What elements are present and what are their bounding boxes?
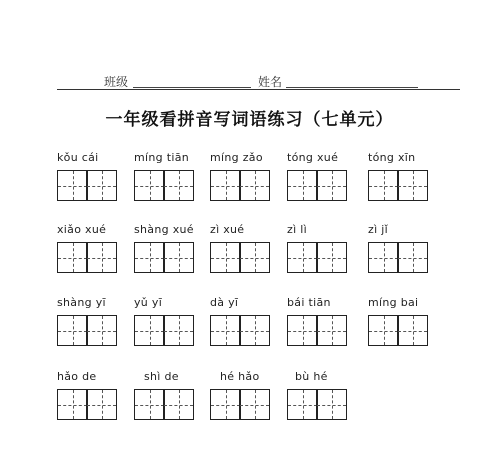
character-box[interactable] [210, 389, 241, 420]
pinyin-label: bù hé [295, 370, 328, 383]
pinyin-label: shàng xué [134, 223, 194, 236]
writing-grid [57, 170, 116, 201]
writing-grid [210, 389, 269, 420]
character-box[interactable] [316, 170, 347, 201]
pinyin-label: míng zǎo [210, 151, 263, 164]
writing-grid [134, 170, 193, 201]
character-box[interactable] [239, 315, 270, 346]
writing-grid [210, 242, 269, 273]
worksheet-title: 一年级看拼音写词语练习（七单元） [105, 110, 394, 130]
character-box[interactable] [163, 389, 194, 420]
student-info-header [40, 73, 460, 89]
writing-grid [57, 242, 116, 273]
writing-grid [134, 315, 193, 346]
character-box[interactable] [368, 170, 399, 201]
pinyin-label: shàng yī [57, 296, 106, 309]
character-box[interactable] [368, 242, 399, 273]
character-box[interactable] [57, 242, 88, 273]
pinyin-label: tóng xīn [368, 151, 416, 164]
character-box[interactable] [57, 170, 88, 201]
writing-grid [210, 315, 269, 346]
character-box[interactable] [287, 242, 318, 273]
character-box[interactable] [287, 170, 318, 201]
pinyin-label: xiǎo xué [57, 223, 107, 236]
pinyin-label: yǔ yī [134, 296, 163, 309]
name-blank[interactable] [286, 87, 418, 88]
pinyin-label: kǒu cái [57, 151, 99, 164]
character-box[interactable] [163, 315, 194, 346]
pinyin-label: bái tiān [287, 296, 331, 309]
writing-grid [57, 389, 116, 420]
character-box[interactable] [287, 315, 318, 346]
writing-grid [134, 242, 193, 273]
pinyin-label: hé hǎo [220, 370, 260, 383]
pinyin-label: shì de [144, 370, 179, 383]
character-box[interactable] [397, 315, 428, 346]
character-box[interactable] [397, 170, 428, 201]
pinyin-label: tóng xué [287, 151, 339, 164]
character-box[interactable] [316, 315, 347, 346]
character-box[interactable] [163, 170, 194, 201]
writing-grid [368, 315, 427, 346]
character-box[interactable] [86, 315, 117, 346]
class-label: 班级 [104, 75, 129, 89]
pinyin-label: míng tiān [134, 151, 190, 164]
name-label: 姓名 [258, 75, 283, 89]
character-box[interactable] [210, 242, 241, 273]
pinyin-label: zì jǐ [368, 223, 388, 236]
class-blank[interactable] [133, 87, 251, 88]
character-box[interactable] [316, 389, 347, 420]
writing-grid [287, 242, 346, 273]
character-box[interactable] [239, 242, 270, 273]
character-box[interactable] [210, 315, 241, 346]
pinyin-label: dà yī [210, 296, 239, 309]
header-divider [57, 89, 460, 90]
pinyin-label: zì xué [210, 223, 245, 236]
character-box[interactable] [239, 389, 270, 420]
writing-grid [57, 315, 116, 346]
character-box[interactable] [163, 242, 194, 273]
writing-grid [287, 389, 346, 420]
character-box[interactable] [239, 170, 270, 201]
character-box[interactable] [134, 242, 165, 273]
character-box[interactable] [134, 170, 165, 201]
writing-grid [368, 170, 427, 201]
character-box[interactable] [86, 389, 117, 420]
character-box[interactable] [287, 389, 318, 420]
character-box[interactable] [134, 389, 165, 420]
pinyin-label: zì lì [287, 223, 307, 236]
writing-grid [287, 315, 346, 346]
character-box[interactable] [368, 315, 399, 346]
character-box[interactable] [86, 170, 117, 201]
pinyin-label: míng bai [368, 296, 419, 309]
character-box[interactable] [134, 315, 165, 346]
writing-grid [287, 170, 346, 201]
character-box[interactable] [316, 242, 347, 273]
writing-grid [368, 242, 427, 273]
writing-grid [210, 170, 269, 201]
writing-grid [134, 389, 193, 420]
character-box[interactable] [210, 170, 241, 201]
character-box[interactable] [397, 242, 428, 273]
character-box[interactable] [86, 242, 117, 273]
character-box[interactable] [57, 315, 88, 346]
pinyin-label: hǎo de [57, 370, 97, 383]
character-box[interactable] [57, 389, 88, 420]
